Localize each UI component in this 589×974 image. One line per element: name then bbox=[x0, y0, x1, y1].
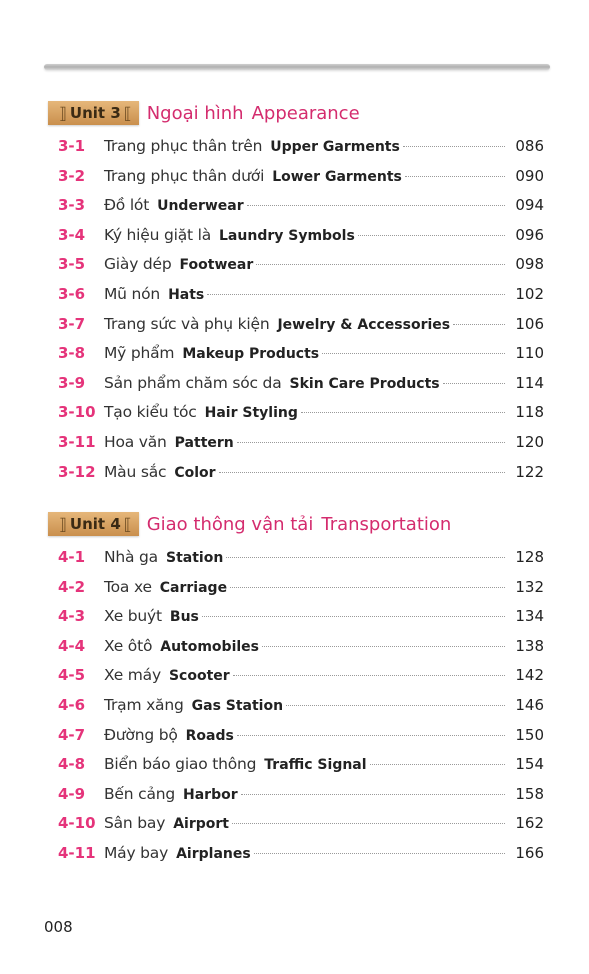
bracket-left-icon: ⟧ bbox=[59, 103, 67, 123]
entry-page: 142 bbox=[515, 666, 544, 685]
entry-page: 098 bbox=[515, 255, 544, 274]
dot-leader bbox=[262, 646, 505, 647]
bracket-right-icon: ⟦ bbox=[123, 103, 132, 123]
unit-title-en: Transportation bbox=[321, 513, 452, 535]
entry-number: 3-8 bbox=[58, 344, 86, 363]
entry-number: 4-6 bbox=[58, 695, 86, 714]
entry-number: 3-1 bbox=[58, 137, 86, 155]
entry-title-en: Skin Care Products bbox=[289, 375, 440, 392]
unit-badge bbox=[48, 101, 139, 125]
toc-entry[interactable] bbox=[48, 221, 548, 251]
entry-title-vi: Tạo kiểu tóc bbox=[104, 403, 197, 422]
entry-number: 4-4 bbox=[58, 636, 86, 655]
entry-title-en: Automobiles bbox=[160, 638, 259, 655]
entry-number: 3-9 bbox=[58, 373, 86, 392]
toc-entry[interactable] bbox=[48, 339, 548, 369]
entry-title-vi: Trang phục thân dưới bbox=[104, 166, 265, 185]
entry-title-vi: Xe buýt bbox=[104, 607, 162, 626]
unit-badge-label: Unit 4 bbox=[69, 515, 121, 533]
dot-leader bbox=[237, 442, 505, 443]
toc-entry[interactable] bbox=[48, 280, 548, 310]
entry-title-en: Underwear bbox=[157, 198, 244, 215]
unit-badge-label: Unit 3 bbox=[69, 104, 121, 122]
entry-number: 4-2 bbox=[58, 577, 86, 596]
entry-title-en: Laundry Symbols bbox=[219, 227, 355, 244]
entry-title-en: Carriage bbox=[159, 579, 228, 596]
entry-title-en: Lower Garments bbox=[272, 168, 402, 185]
toc-entry[interactable] bbox=[48, 691, 548, 721]
entry-title-vi: Nhà ga bbox=[104, 548, 158, 566]
entry-number: 4-7 bbox=[58, 725, 86, 744]
entry-title-vi: Sản phẩm chăm sóc da bbox=[104, 373, 282, 392]
entry-title-en: Gas Station bbox=[191, 697, 284, 714]
entry-title-en: Roads bbox=[185, 727, 234, 744]
entry-number: 4-8 bbox=[58, 755, 86, 774]
entry-title-en: Hats bbox=[168, 286, 205, 303]
toc-entry[interactable] bbox=[48, 398, 548, 428]
entry-page: 132 bbox=[515, 577, 544, 596]
dot-leader bbox=[202, 616, 505, 617]
dot-leader bbox=[322, 353, 505, 354]
entry-page: 122 bbox=[515, 462, 544, 481]
unit-title bbox=[147, 103, 360, 124]
dot-leader bbox=[247, 205, 505, 206]
toc-entry[interactable] bbox=[48, 809, 548, 839]
top-rule bbox=[44, 64, 550, 70]
bracket-left-icon: ⟧ bbox=[59, 514, 67, 534]
toc-entry[interactable] bbox=[48, 721, 548, 751]
entry-list bbox=[48, 132, 548, 487]
entry-page: 134 bbox=[515, 607, 544, 626]
entry-title-en: Color bbox=[174, 464, 216, 481]
dot-leader bbox=[233, 675, 505, 676]
entry-page: 154 bbox=[515, 755, 544, 774]
bracket-right-icon: ⟦ bbox=[123, 514, 132, 534]
toc-entry[interactable] bbox=[48, 839, 548, 869]
entry-list bbox=[48, 543, 548, 869]
entry-title-vi: Biển báo giao thông bbox=[104, 755, 257, 774]
dot-leader bbox=[219, 472, 505, 473]
entry-title-vi: Màu sắc bbox=[104, 462, 167, 481]
toc-entry[interactable] bbox=[48, 191, 548, 221]
entry-number: 3-4 bbox=[58, 225, 86, 244]
toc-entry[interactable] bbox=[48, 428, 548, 458]
entry-number: 4-11 bbox=[58, 843, 96, 862]
toc-entry[interactable] bbox=[48, 602, 548, 632]
toc-entry[interactable] bbox=[48, 310, 548, 340]
unit-badge bbox=[48, 512, 139, 536]
toc-entry[interactable] bbox=[48, 543, 548, 573]
unit-title-en: Appearance bbox=[251, 102, 360, 124]
page-number: 008 bbox=[44, 918, 73, 936]
entry-title-en: Harbor bbox=[183, 786, 238, 803]
entry-title-en: Station bbox=[165, 550, 224, 566]
entry-page: 138 bbox=[515, 636, 544, 655]
entry-page: 106 bbox=[515, 314, 544, 333]
entry-title-en: Footwear bbox=[179, 257, 254, 274]
dot-leader bbox=[286, 705, 505, 706]
entry-number: 3-10 bbox=[58, 403, 96, 422]
entry-title-vi: Giày dép bbox=[104, 255, 172, 274]
entry-number: 4-10 bbox=[58, 814, 96, 833]
entry-title-en: Traffic Signal bbox=[264, 757, 367, 774]
unit-header bbox=[48, 100, 548, 126]
dot-leader bbox=[254, 853, 505, 854]
entry-page: 120 bbox=[515, 432, 544, 451]
entry-title-en: Airplanes bbox=[176, 845, 251, 862]
entry-number: 4-3 bbox=[58, 607, 86, 626]
entry-title-en: Airport bbox=[173, 816, 229, 833]
entry-title-vi: Toa xe bbox=[104, 577, 152, 596]
unit-title-vi: Giao thông vận tải bbox=[146, 513, 314, 535]
entry-number: 4-5 bbox=[58, 666, 86, 685]
toc-entry[interactable] bbox=[48, 750, 548, 780]
entry-title-en: Pattern bbox=[174, 434, 234, 451]
dot-leader bbox=[301, 412, 505, 413]
unit-header bbox=[48, 511, 548, 537]
toc-entry[interactable] bbox=[48, 661, 548, 691]
entry-title-en: Makeup Products bbox=[182, 346, 320, 363]
entry-page: 166 bbox=[515, 843, 544, 862]
entry-title-vi: Trang phục thân trên bbox=[104, 137, 263, 155]
entry-page: 114 bbox=[515, 373, 544, 392]
entry-page: 102 bbox=[515, 284, 544, 303]
entry-page: 086 bbox=[515, 137, 544, 155]
entry-number: 3-11 bbox=[58, 432, 96, 451]
entry-page: 096 bbox=[515, 225, 544, 244]
unit-title-vi: Ngoại hình bbox=[146, 102, 244, 124]
entry-page: 090 bbox=[515, 166, 544, 185]
entry-page: 110 bbox=[515, 344, 544, 363]
entry-number: 4-9 bbox=[58, 784, 86, 803]
toc-entry[interactable] bbox=[48, 573, 548, 603]
entry-title-vi: Bến cảng bbox=[104, 784, 176, 803]
entry-title-en: Jewelry & Accessories bbox=[277, 316, 451, 333]
entry-title-vi: Ký hiệu giặt là bbox=[104, 225, 212, 244]
entry-title-en: Upper Garments bbox=[270, 139, 400, 155]
unit-3-section bbox=[48, 100, 548, 487]
unit-4-section bbox=[48, 511, 548, 869]
entry-title-vi: Xe máy bbox=[104, 666, 161, 685]
toc-entry[interactable] bbox=[48, 632, 548, 662]
entry-page: 146 bbox=[515, 695, 544, 714]
entry-title-vi: Máy bay bbox=[104, 843, 169, 862]
entry-title-vi: Hoa văn bbox=[104, 432, 167, 451]
toc-entry[interactable] bbox=[48, 780, 548, 810]
entry-title-vi: Đồ lót bbox=[104, 196, 150, 215]
dot-leader bbox=[443, 383, 505, 384]
dot-leader bbox=[241, 794, 505, 795]
dot-leader bbox=[232, 823, 505, 824]
dot-leader bbox=[256, 264, 505, 265]
entry-number: 3-3 bbox=[58, 196, 86, 215]
entry-title-en: Bus bbox=[169, 609, 199, 626]
dot-leader bbox=[405, 176, 505, 177]
toc-entry[interactable] bbox=[48, 458, 548, 488]
toc-entry[interactable] bbox=[48, 369, 548, 399]
entry-title-vi: Mỹ phẩm bbox=[104, 344, 175, 363]
entry-page: 162 bbox=[515, 814, 544, 833]
entry-number: 3-7 bbox=[58, 314, 86, 333]
entry-title-vi: Trạm xăng bbox=[104, 695, 184, 714]
toc-entry[interactable] bbox=[48, 132, 548, 162]
entry-page: 118 bbox=[515, 403, 544, 422]
entry-title-vi: Trang sức và phụ kiện bbox=[104, 314, 270, 333]
entry-number: 3-12 bbox=[58, 462, 96, 481]
entry-title-vi: Đường bộ bbox=[104, 725, 178, 744]
entry-page: 094 bbox=[515, 196, 544, 215]
entry-number: 3-2 bbox=[58, 166, 86, 185]
toc-entry[interactable] bbox=[48, 162, 548, 192]
toc-entry[interactable] bbox=[48, 250, 548, 280]
entry-page: 150 bbox=[515, 725, 544, 744]
dot-leader bbox=[237, 735, 505, 736]
entry-number: 3-5 bbox=[58, 255, 86, 274]
entry-page: 158 bbox=[515, 784, 544, 803]
dot-leader bbox=[403, 146, 505, 147]
unit-title bbox=[147, 514, 452, 535]
entry-title-en: Scooter bbox=[168, 668, 230, 685]
entry-number: 3-6 bbox=[58, 284, 86, 303]
dot-leader bbox=[370, 764, 505, 765]
entry-title-vi: Xe ôtô bbox=[104, 636, 153, 655]
dot-leader bbox=[230, 587, 505, 588]
entry-title-en: Hair Styling bbox=[204, 405, 298, 422]
entry-page: 128 bbox=[515, 548, 544, 566]
entry-title-vi: Mũ nón bbox=[104, 284, 161, 303]
entry-number: 4-1 bbox=[58, 548, 86, 566]
entry-title-vi: Sân bay bbox=[104, 814, 166, 833]
dot-leader bbox=[226, 557, 505, 558]
dot-leader bbox=[207, 294, 505, 295]
dot-leader bbox=[453, 324, 505, 325]
dot-leader bbox=[358, 235, 505, 236]
